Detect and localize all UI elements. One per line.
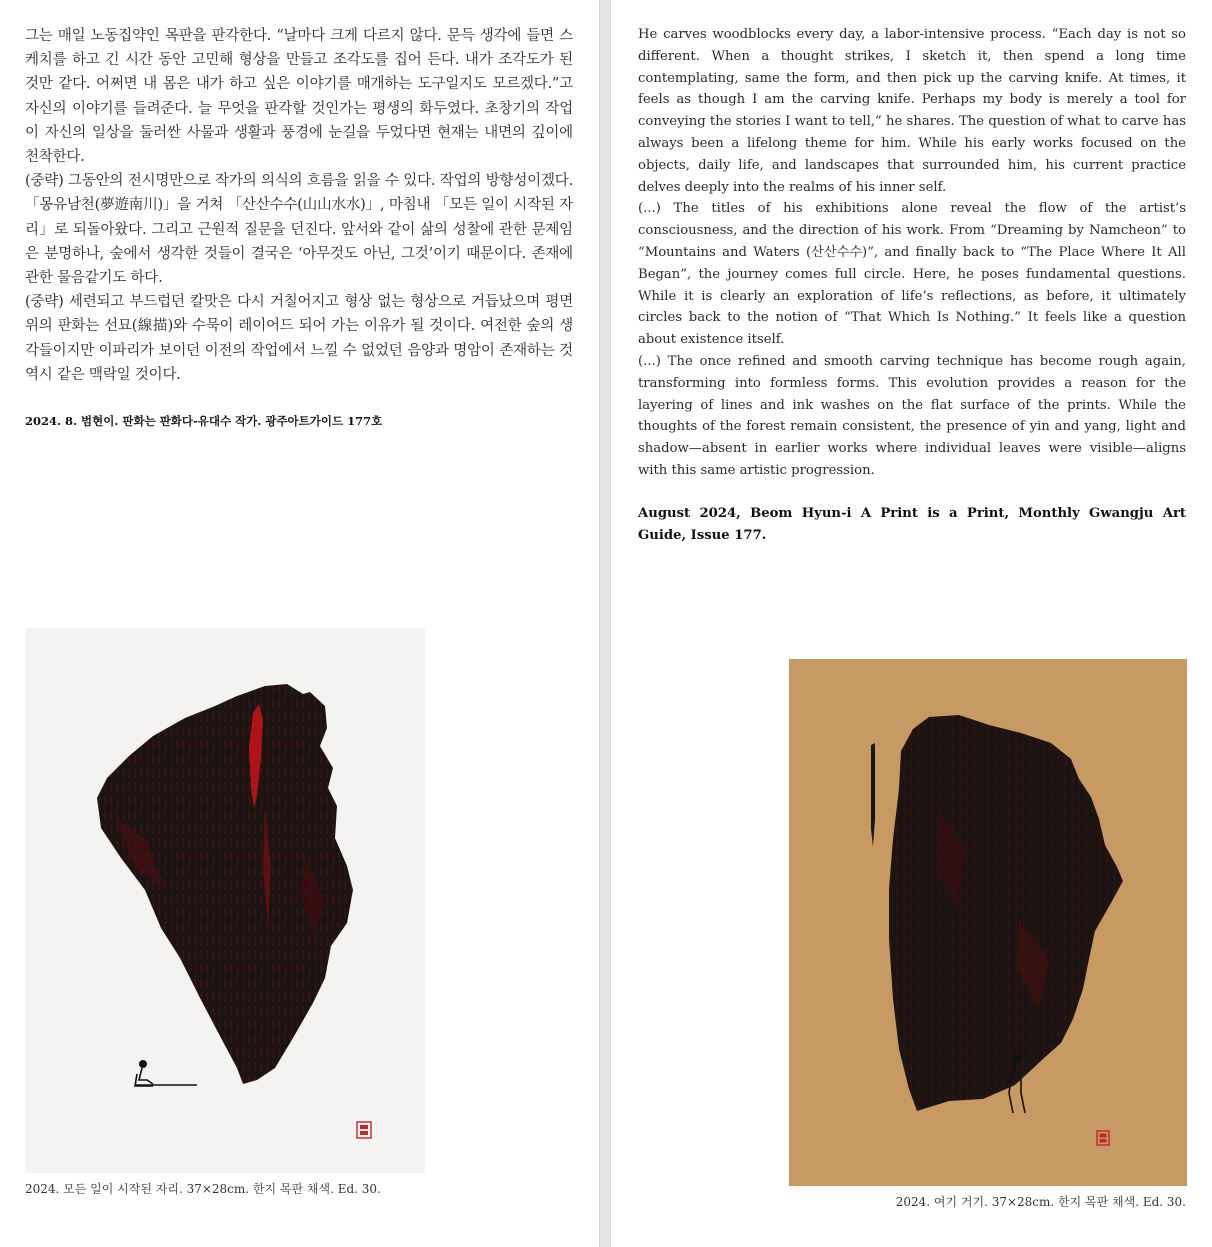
woodblock-print-right (789, 659, 1187, 1186)
korean-paragraph-3: (중략) 세련되고 부드럽던 칼맛은 다시 거칠어지고 형상 없는 형상으로 거듭났으며 평면 위의 판화는 선묘(線描)와 수묵이 레이어드 되어 가는 이유가 될 것이다. 여전한 숲의 생각들이지만 이파리가 보이던 이전의 작업에서 느낄 수 없었던 음양과 명암이 존재하는 것 역시 같은 맥락일 것이다. (25, 294, 573, 383)
korean-paragraph-2: (중략) 그동안의 전시명만으로 작가의 의식의 흐름을 읽을 수 있다. 작업의 방향성이겠다. 「몽유남천(夢遊南川)」을 거쳐 「산산수수(山山水水)」, 마침내 「모든 일이 시작된 자리」로 되돌아왔다. 그리고 근원적 질문을 던진다. 앞서와 같이 삶의 성찰에 관한 문제임은 분명하나, 숲에서 생각한 것들이 결국은 ‘아무것도 아닌, 그것’이기 때문이다. 존재에 관한 물음같기도 하다. (25, 173, 573, 287)
artist-seal (1097, 1131, 1109, 1145)
rock-print-image (25, 628, 425, 1173)
left-print-caption: 2024. 모든 일이 시작된 자리. 37×28cm. 한지 목판 채색. Ed. 30. (25, 1182, 381, 1196)
seated-figure (135, 1061, 197, 1086)
page-divider (599, 0, 611, 1247)
english-paragraph-2: (...) The titles of his exhibitions alone reveal the flow of the artist’s consciousness, and the direction of his work. From “Dreaming by Namcheon” to “Mountains and Waters (산산수수)”, and finally back to “The Place Where It All Began”, the journey comes full circle. Here, he poses fundamental questions. While it is clearly an exploration of life’s reflections, as before, it ultimately circles back to the notion of “That Which Is Nothing.” It feels like a question about existence itself. (638, 201, 1186, 348)
korean-page (0, 0, 599, 1247)
english-article-text (638, 24, 1186, 482)
vertical-sliver (871, 743, 875, 847)
artist-seal (357, 1122, 371, 1138)
korean-article-text (25, 24, 573, 387)
rock-shape (889, 715, 1123, 1111)
korean-source-citation: 2024. 8. 범현이. 판화는 판화다-유대수 작가. 광주아트가이드 177호 (25, 414, 383, 428)
english-page (611, 0, 1212, 1247)
english-source-citation: August 2024, Beom Hyun-i A Print is a Print, Monthly Gwangju Art Guide, Issue 177. (638, 506, 1186, 543)
rock-print-image (789, 659, 1187, 1186)
english-paragraph-3: (...) The once refined and smooth carving technique has become rough again, transforming into formless forms. This evolution provides a reason for the layering of lines and ink washes on the flat surface of the prints. While the thoughts of the forest remain consistent, the presence of yin and yang, light and shadow—absent in earlier works where individual leaves were visible—aligns with this same artistic progression. (638, 353, 1186, 478)
woodblock-print-left (25, 628, 425, 1173)
korean-paragraph-1: 그는 매일 노동집약인 목판을 판각한다. “날마다 크게 다르지 않다. 문득 생각에 들면 스케치를 하고 긴 시간 동안 고민해 형상을 만들고 조각도를 집어 든다. 내가 조각도가 된 것만 같다. 어쩌면 내 몸은 내가 하고 싶은 이야기를 매개하는 도구일지도 모르겠다.”고 자신의 이야기를 들려준다. 늘 무엇을 판각할 것인가는 평생의 화두였다. 초창기의 작업이 자신의 일상을 둘러싼 사물과 생활과 풍경에 눈길을 두었다면 현재는 내면의 깊이에 천착한다. (25, 28, 573, 166)
english-paragraph-1: He carves woodblocks every day, a labor-intensive process. “Each day is not so different. When a thought strikes, I sketch it, then spend a long time contemplating, same the form, and then pick up the carving knife. At times, it feels as though I am the carving knife. Perhaps my body is merely a tool for conveying the stories I want to tell,” he shares. The question of what to carve has always been a lifelong theme for him. While his early works focused on the objects, daily life, and landscapes that surrounded him, his current practice delves deeply into the realms of his inner self. (638, 27, 1186, 195)
right-print-caption: 2024. 여기 거기. 37×28cm. 한지 목판 채색. Ed. 30. (895, 1195, 1186, 1209)
